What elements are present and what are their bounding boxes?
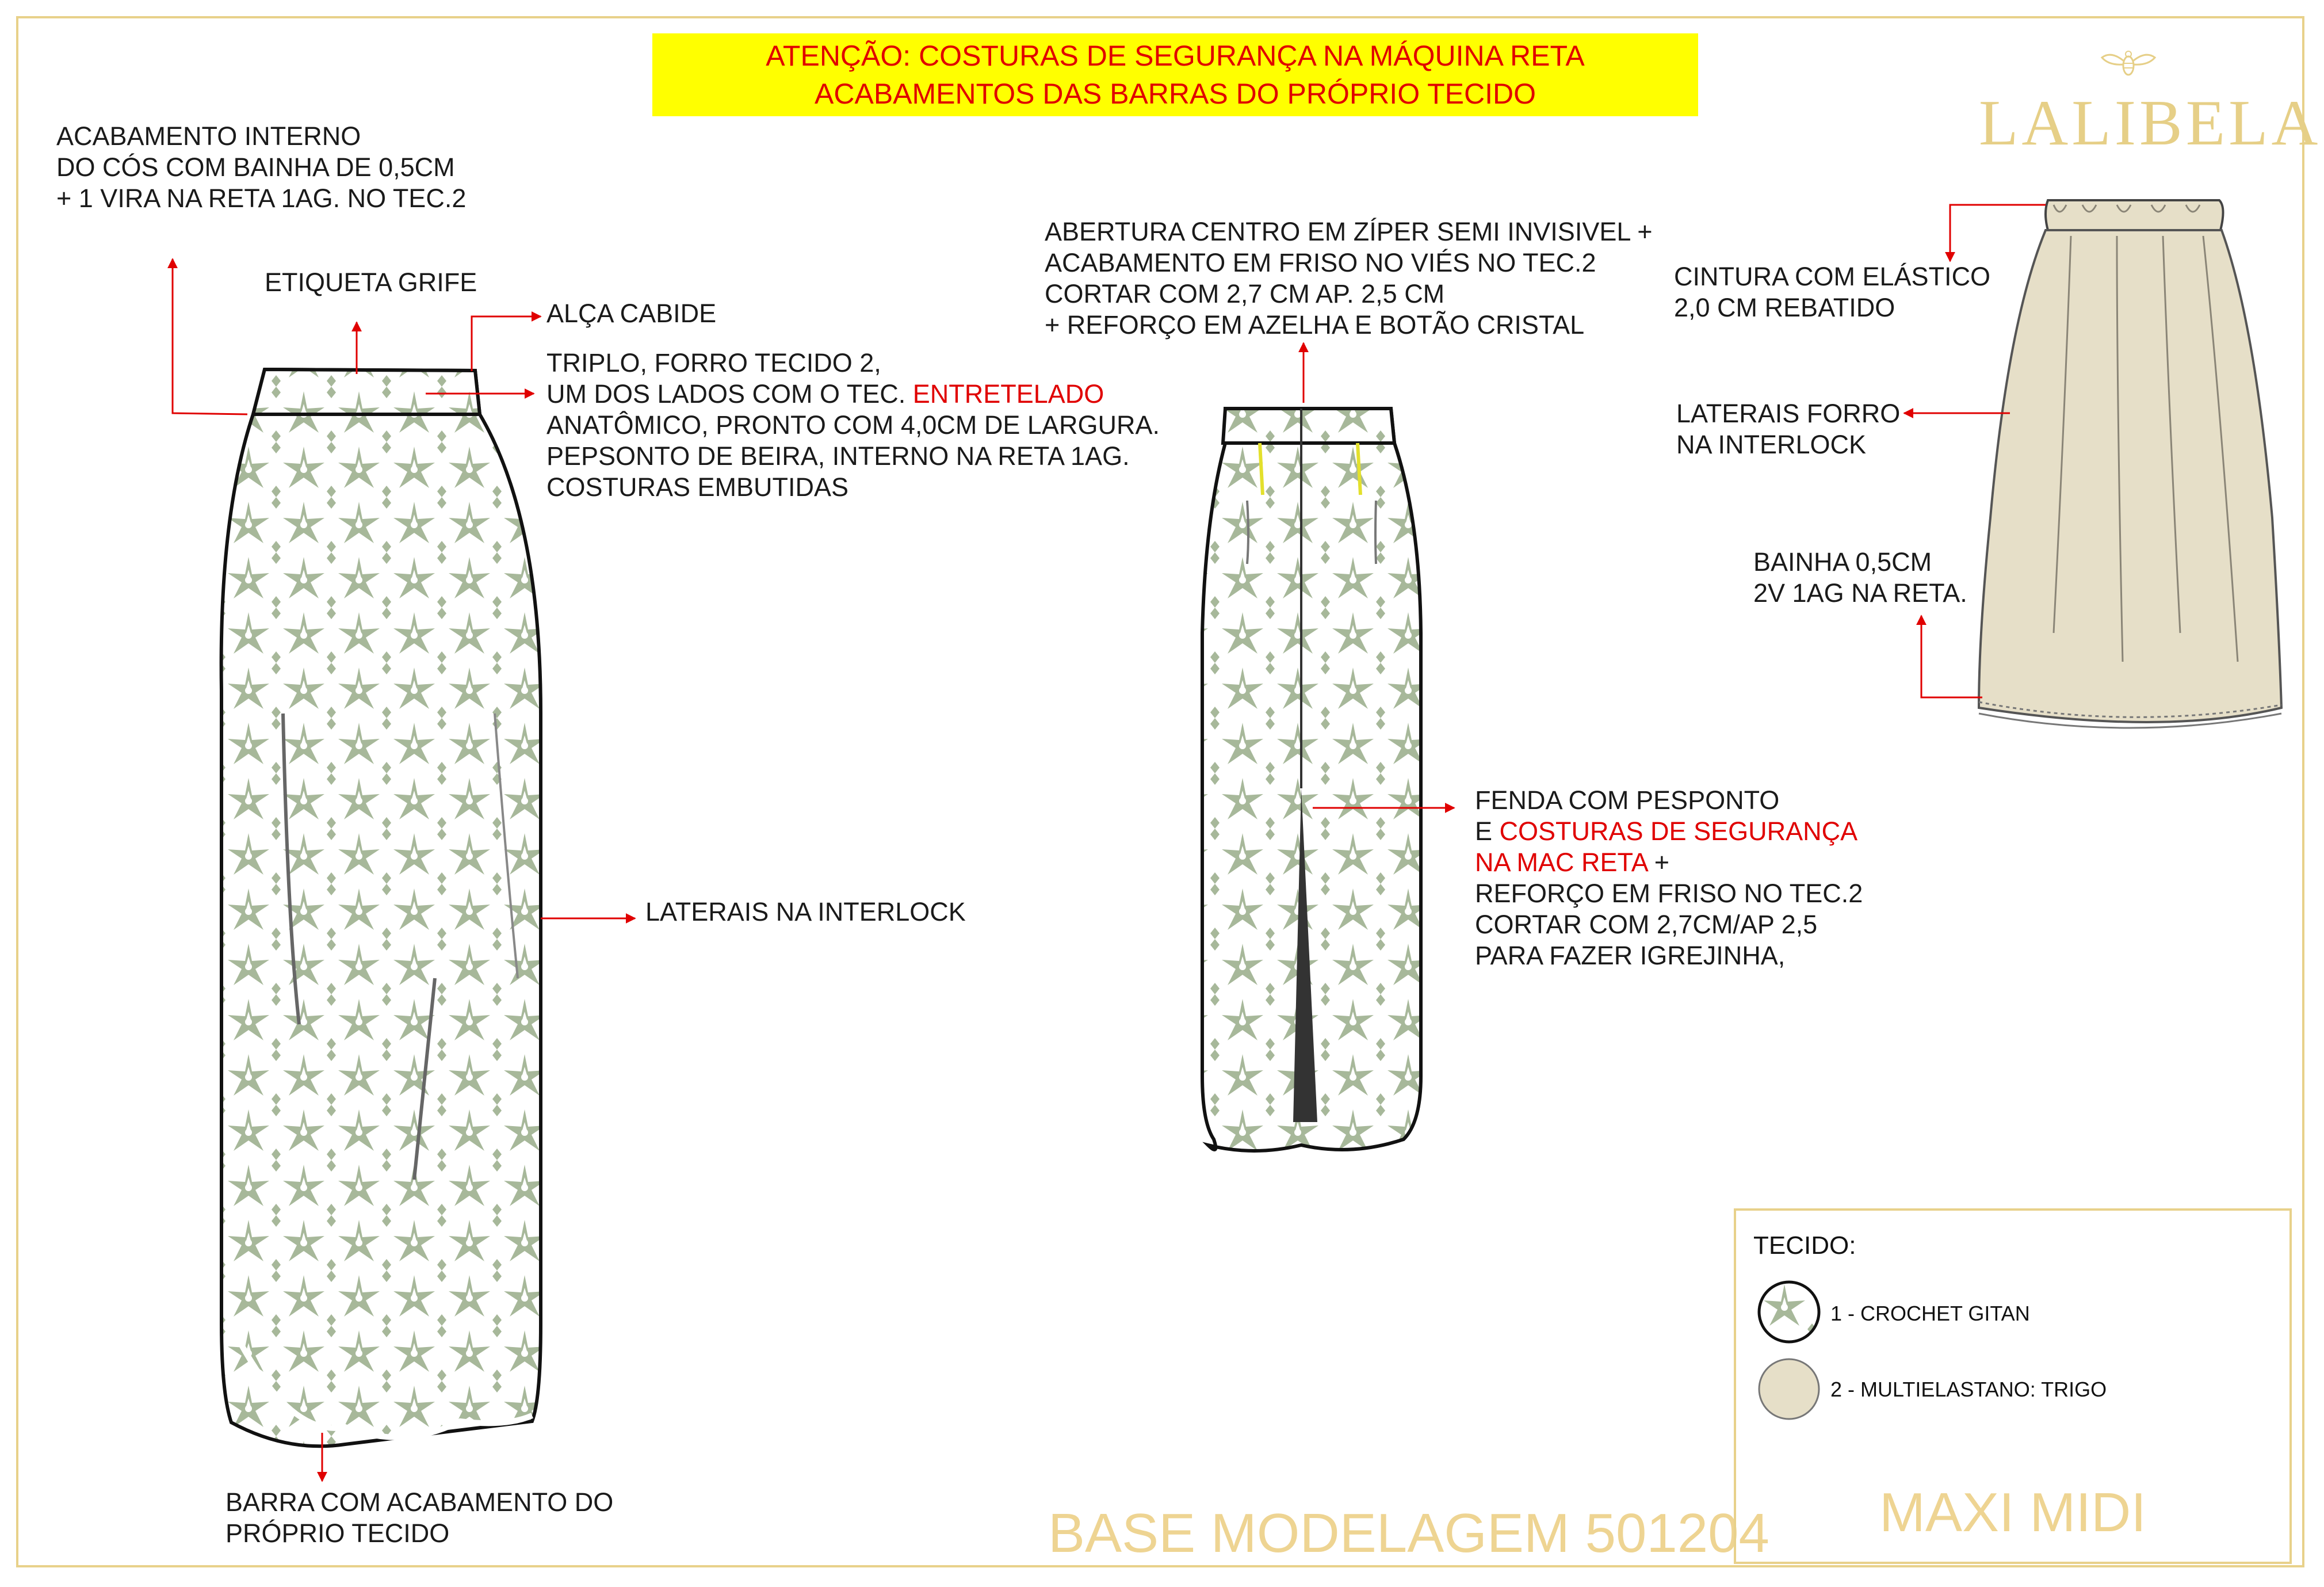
legend-fabric-1: 1 - CROCHET GITAN: [1830, 1302, 2030, 1325]
note-cintura-line-2: 2,0 CM REBATIDO: [1674, 293, 1895, 322]
note-cintura-line-1: CINTURA COM ELÁSTICO: [1674, 262, 1991, 291]
note-cos-entretelado: ENTRETELADO: [912, 379, 1104, 409]
note-laterais-forro-line-1: LATERAIS FORRO: [1676, 399, 1901, 428]
note-fenda-mac-reta: NA MAC RETA: [1475, 848, 1648, 877]
warning-line-1: ATENÇÃO: COSTURAS DE SEGURANÇA NA MÁQUINA RETA: [766, 40, 1585, 72]
note-fenda-line-1: FENDA COM PESPONTO: [1475, 785, 1780, 815]
base-modelagem-title: BASE MODELAGEM 501204: [1048, 1502, 1769, 1564]
note-bainha-line-1: BAINHA 0,5CM: [1753, 547, 1932, 577]
note-cos-line-5: COSTURAS EMBUTIDAS: [546, 472, 849, 502]
note-abertura: [1045, 216, 1653, 341]
note-abertura-line-3: CORTAR COM 2,7 CM AP. 2,5 CM: [1045, 279, 1445, 308]
brand-logo: LALIBELA: [1979, 87, 2322, 159]
note-fenda-costuras: COSTURAS DE SEGURANÇA: [1499, 817, 1858, 846]
legend-fabric-2: 2 - MULTIELASTANO: TRIGO: [1830, 1378, 2107, 1401]
front-skirt-drawing: [221, 369, 541, 1446]
note-cos-line-2a: UM DOS LADOS COM O TEC.: [546, 379, 913, 409]
lining-skirt-drawing: [1979, 200, 2281, 728]
note-cintura: [1674, 261, 1990, 323]
note-fenda-line-4: REFORÇO EM FRISO NO TEC.2: [1475, 879, 1863, 908]
model-name: MAXI MIDI: [1879, 1482, 2146, 1543]
note-abertura-line-1: ABERTURA CENTRO EM ZÍPER SEMI INVISIVEL +: [1045, 217, 1653, 246]
note-cos-line-2: [546, 379, 1160, 410]
note-cos: [546, 348, 1160, 503]
note-barra: [225, 1487, 613, 1549]
note-laterais-forro-line-2: NA INTERLOCK: [1676, 430, 1867, 459]
fabric-legend: [1734, 1208, 2292, 1564]
note-laterais-forro: [1676, 398, 1900, 460]
back-skirt-drawing: [1202, 409, 1421, 1151]
note-abertura-line-4: + REFORÇO EM AZELHA E BOTÃO CRISTAL: [1045, 310, 1585, 339]
note-fenda-plus: +: [1647, 848, 1670, 877]
note-acabamento-line-2: DO CÓS COM BAINHA DE 0,5CM: [56, 152, 455, 182]
note-fenda-line-6: PARA FAZER IGREJINHA,: [1475, 941, 1786, 970]
note-alca: ALÇA CABIDE: [546, 299, 717, 328]
note-fenda-line-5: CORTAR COM 2,7CM/AP 2,5: [1475, 910, 1818, 939]
note-bainha: [1753, 547, 1967, 609]
note-laterais: LATERAIS NA INTERLOCK: [645, 897, 966, 926]
note-barra-line-2: PRÓPRIO TECIDO: [225, 1519, 450, 1548]
note-acabamento-line-1: ACABAMENTO INTERNO: [56, 121, 361, 151]
note-fenda: [1475, 785, 1863, 971]
note-fenda-line-3: [1475, 847, 1863, 878]
note-acabamento-line-3: + 1 VIRA NA RETA 1AG. NO TEC.2: [56, 184, 467, 213]
note-fenda-line-2a: E: [1475, 817, 1500, 846]
note-barra-line-1: BARRA COM ACABAMENTO DO: [225, 1487, 614, 1517]
note-cos-line-4: PEPSONTO DE BEIRA, INTERNO NA RETA 1AG.: [546, 441, 1130, 471]
note-abertura-line-2: ACABAMENTO EM FRISO NO VIÉS NO TEC.2: [1045, 248, 1596, 277]
fabric-2-swatch-icon: [1757, 1357, 1826, 1426]
note-acabamento-interno: [56, 121, 466, 214]
warning-line-2: ACABAMENTOS DAS BARRAS DO PRÓPRIO TECIDO: [815, 78, 1536, 110]
note-cos-line-1: TRIPLO, FORRO TECIDO 2,: [546, 348, 881, 377]
note-bainha-line-2: 2V 1AG NA RETA.: [1753, 578, 1967, 608]
fabric-1-swatch-icon: [1757, 1280, 1826, 1349]
legend-title: TECIDO:: [1753, 1231, 1856, 1260]
note-etiqueta: ETIQUETA GRIFE: [265, 268, 477, 297]
note-fenda-line-2: [1475, 816, 1863, 847]
note-cos-line-3: ANATÔMICO, PRONTO COM 4,0CM DE LARGURA.: [546, 410, 1160, 440]
